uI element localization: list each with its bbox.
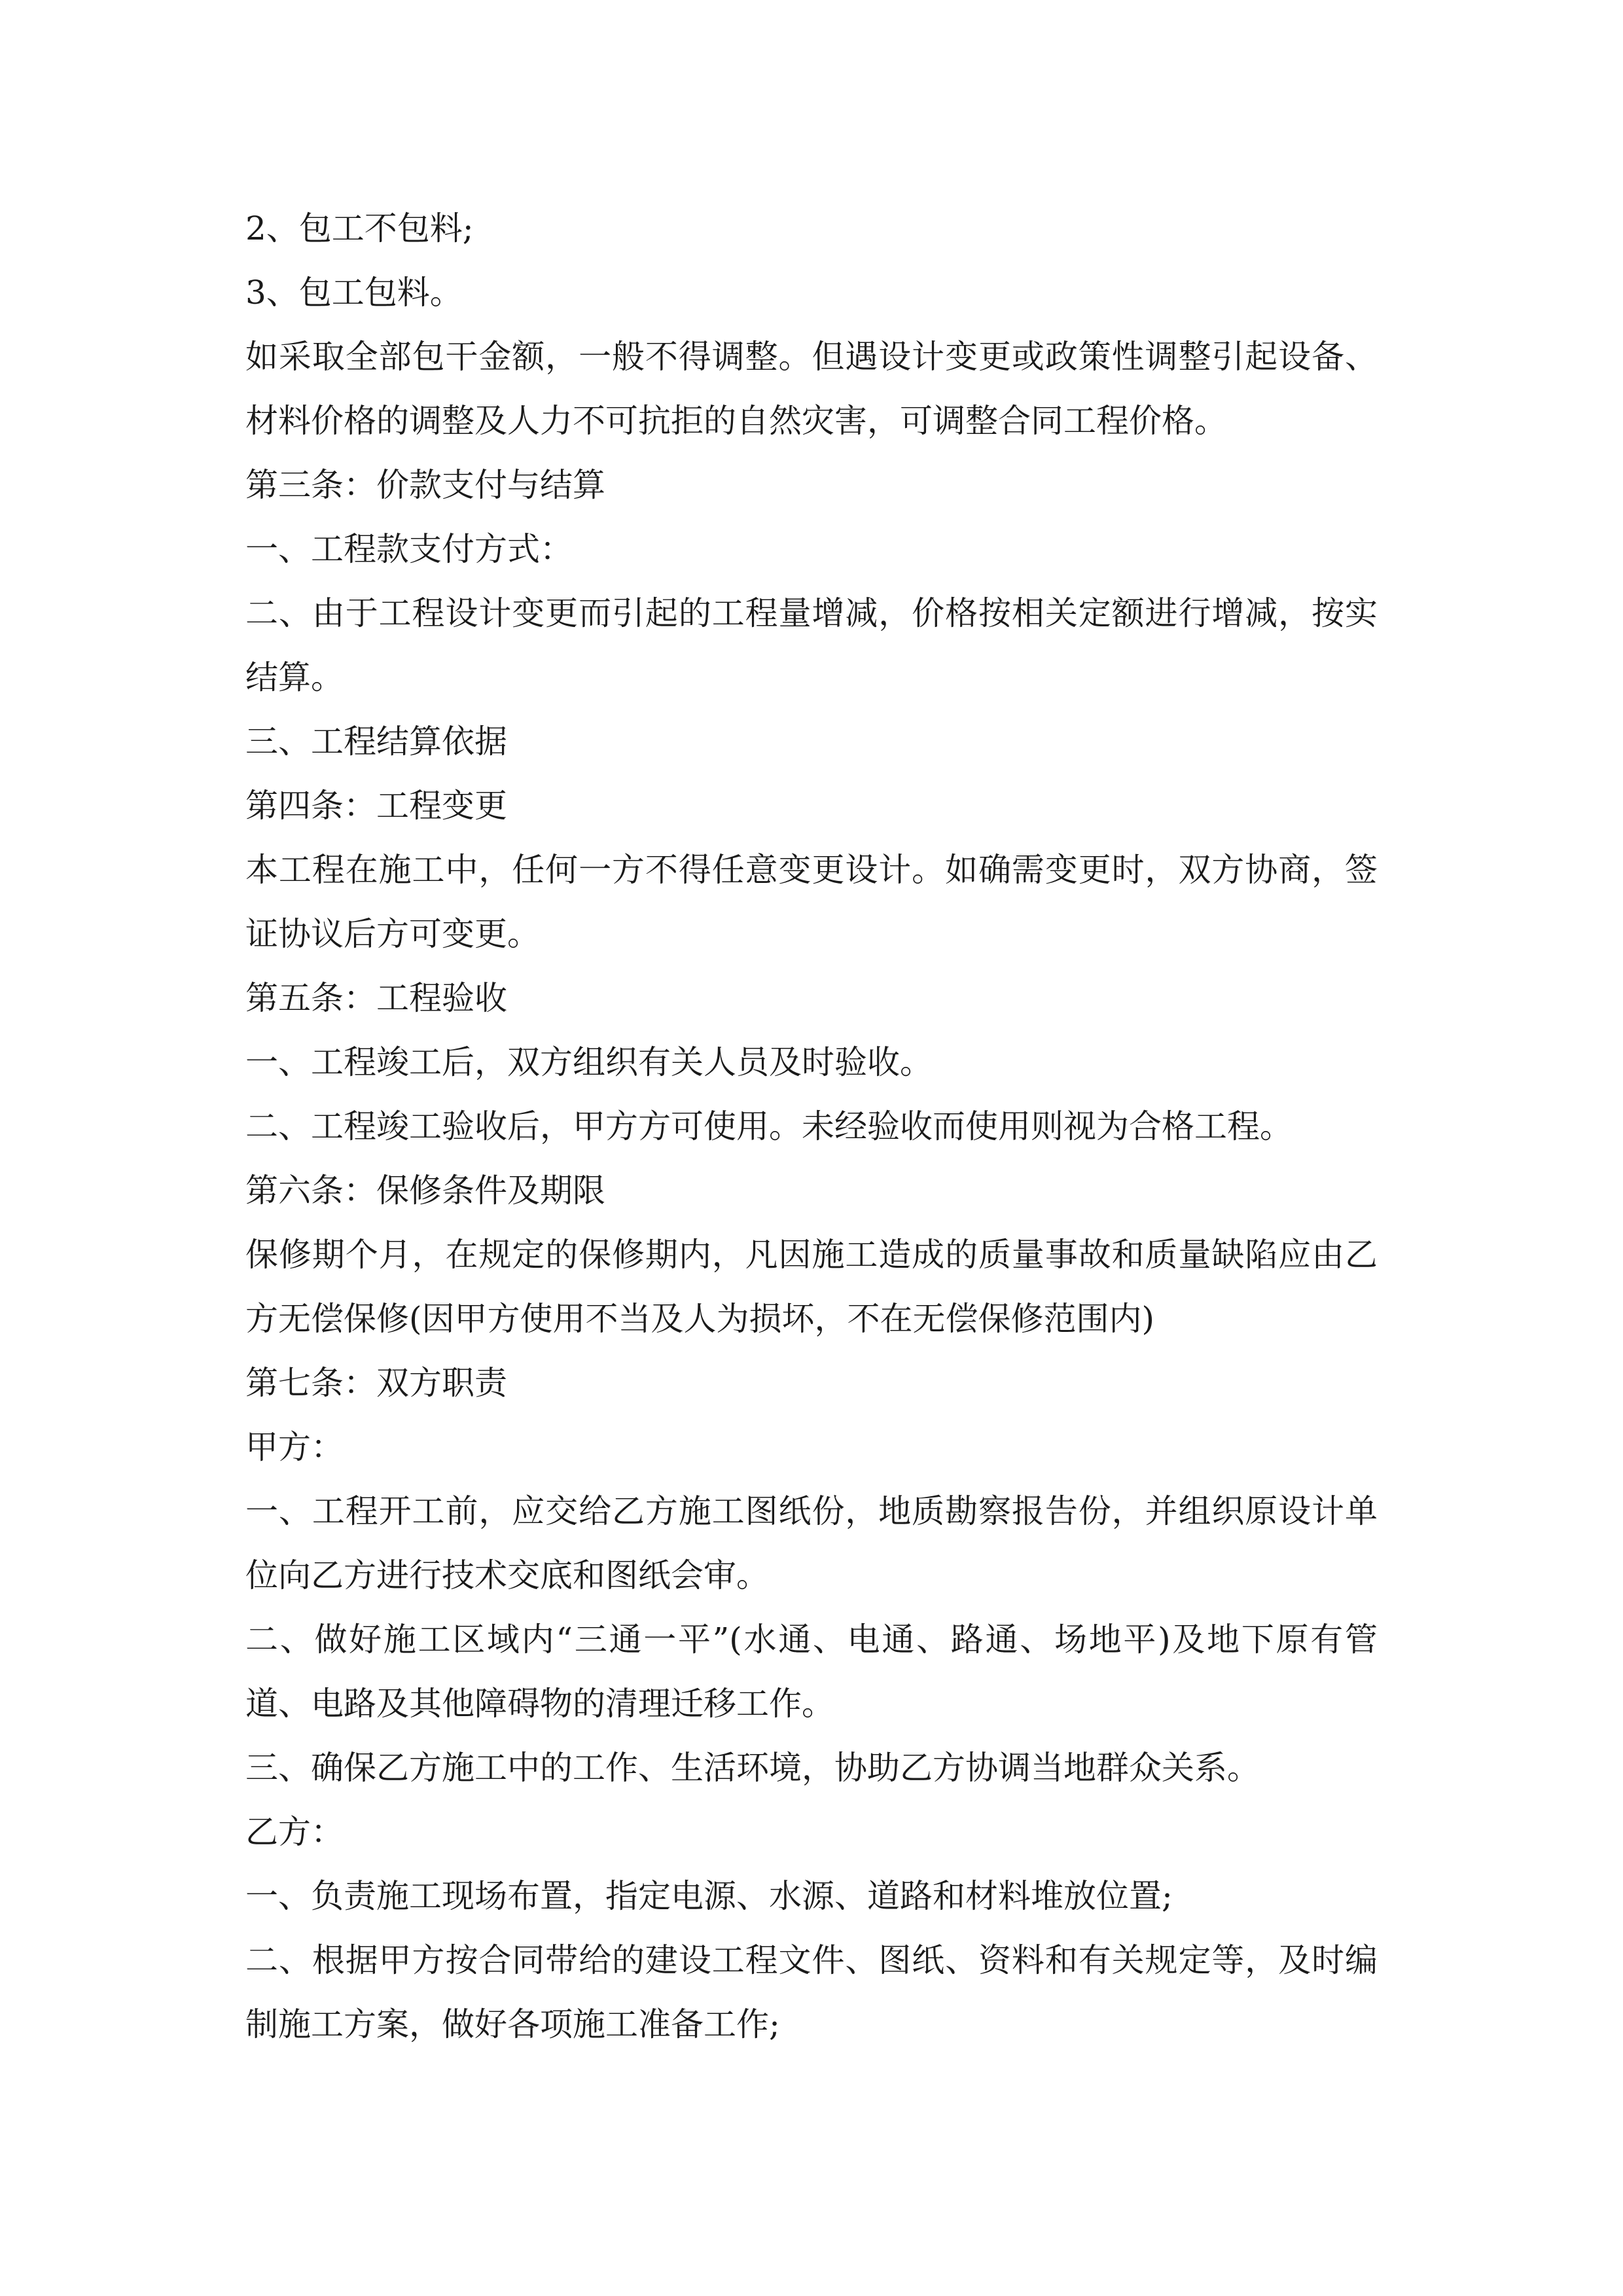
article-3-item-3: 三、工程结算依据	[245, 723, 507, 761]
party-b-item-2: 二、根据甲方按合同带给的建设工程文件、图纸、资料和有关规定等，及时编制施工方案，做好各项施工准备工作;	[245, 1941, 1378, 2043]
party-a-item-2: 二、做好施工区域内“三通一平”(水通、电通、路通、场地平)及地下原有管道、电路及其他障碍物的清理迁移工作。	[245, 1621, 1378, 1723]
paragraph-price-adjustment: 如采取全部包干金额，一般不得调整。但遇设计变更或政策性调整引起设备、材料价格的调整及人力不可抗拒的自然灾害，可调整合同工程价格。	[245, 338, 1378, 440]
article-6-body: 保修期个月，在规定的保修期内，凡因施工造成的质量事故和质量缺陷应由乙方无偿保修(因甲方使用不当及人为损坏，不在无偿保修范围内)	[245, 1236, 1378, 1338]
party-a-item-1: 一、工程开工前，应交给乙方施工图纸份，地质勘察报告份，并组织原设计单位向乙方进行技术交底和图纸会审。	[245, 1492, 1378, 1594]
article-5-item-2: 二、工程竣工验收后，甲方方可使用。未经验收而使用则视为合格工程。	[245, 1107, 1293, 1145]
article-6-heading: 第六条：保修条件及期限	[245, 1172, 605, 1210]
article-3-heading: 第三条：价款支付与结算	[245, 466, 605, 504]
article-4-body: 本工程在施工中，任何一方不得任意变更设计。如确需变更时，双方协商，签证协议后方可变更。	[245, 851, 1378, 953]
party-b-label: 乙方：	[245, 1813, 344, 1851]
list-item-2: 2、包工不包料;	[245, 209, 474, 247]
party-a-label: 甲方：	[245, 1428, 344, 1466]
list-item-3: 3、包工包料。	[245, 274, 463, 312]
article-4-heading: 第四条：工程变更	[245, 787, 507, 825]
article-5-heading: 第五条：工程验收	[245, 979, 507, 1017]
article-3-item-2: 二、由于工程设计变更而引起的工程量增减，价格按相关定额进行增减，按实结算。	[245, 594, 1378, 696]
party-b-item-1: 一、负责施工现场布置，指定电源、水源、道路和材料堆放位置;	[245, 1877, 1173, 1915]
party-a-item-3: 三、确保乙方施工中的工作、生活环境，协助乙方协调当地群众关系。	[245, 1749, 1260, 1787]
article-3-item-1: 一、工程款支付方式：	[245, 530, 573, 568]
document-body	[245, 196, 1378, 2056]
article-7-heading: 第七条：双方职责	[245, 1364, 507, 1402]
article-5-item-1: 一、工程竣工后，双方组织有关人员及时验收。	[245, 1043, 933, 1081]
